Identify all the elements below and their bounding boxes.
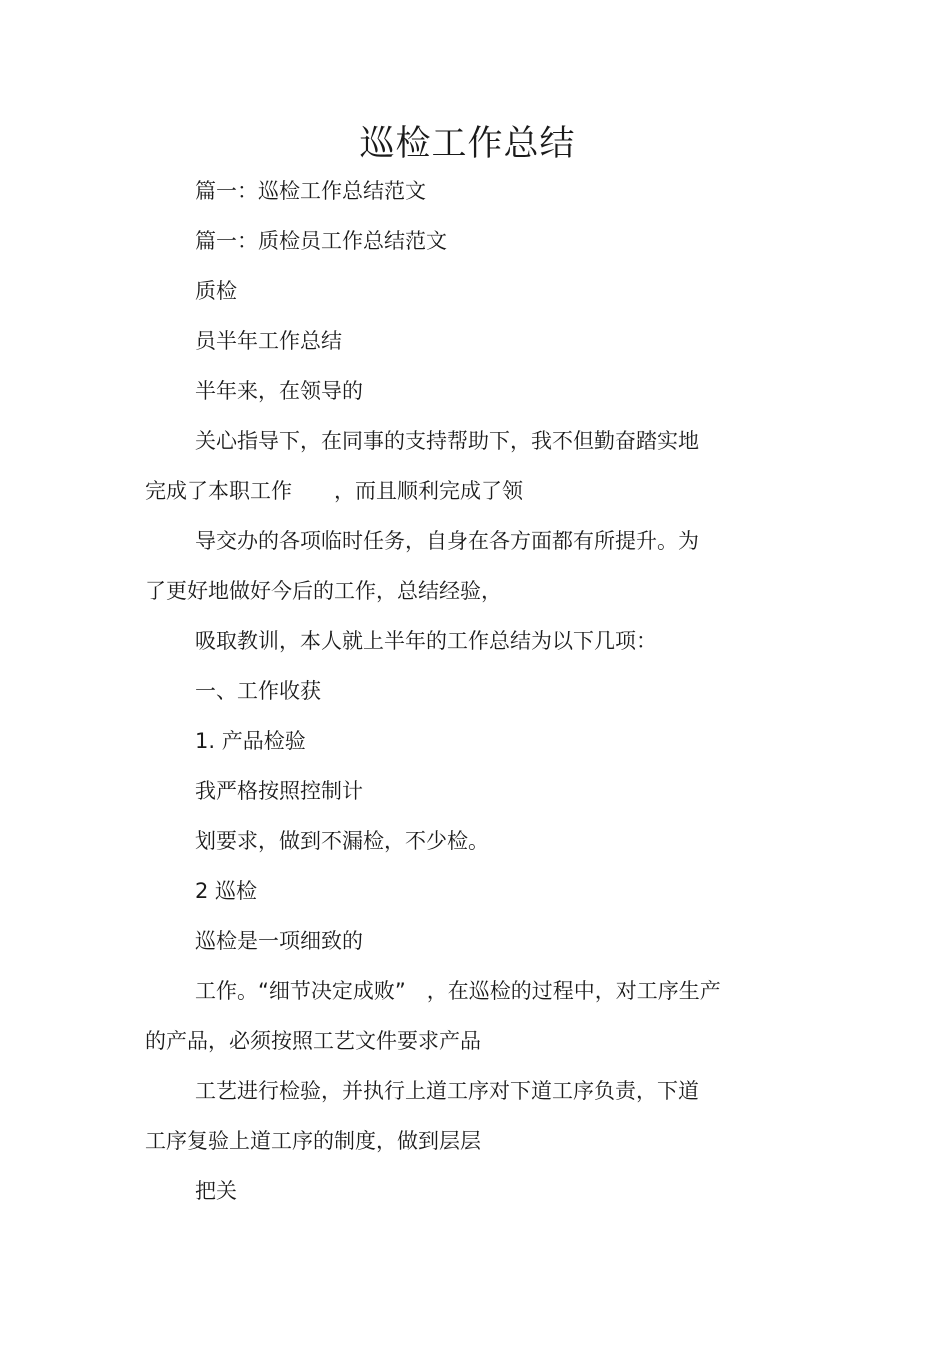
paragraph [145, 366, 785, 416]
paragraph [145, 616, 785, 666]
paragraph-line: 导交办的各项临时任务，自身在各方面都有所提升。为 [195, 529, 699, 553]
paragraph-line: 篇一：巡检工作总结范文 [195, 179, 426, 203]
paragraph [145, 816, 785, 866]
paragraph-line: 我严格按照控制计 [195, 779, 363, 803]
paragraph [145, 916, 785, 966]
paragraph-line: 把关 [195, 1179, 237, 1203]
paragraph [145, 866, 785, 916]
paragraph [145, 1166, 785, 1216]
paragraph-line: 划要求，做到不漏检，不少检。 [195, 829, 489, 853]
paragraph [145, 966, 785, 1066]
paragraph [145, 766, 785, 816]
paragraph-line: 员半年工作总结 [195, 329, 342, 353]
paragraph-line: 1. 产品检验 [195, 729, 306, 753]
paragraph [145, 266, 785, 316]
paragraph-line: 2 巡检 [195, 879, 258, 903]
paragraph [145, 666, 785, 716]
paragraph [145, 216, 785, 266]
paragraph-line: 质检 [195, 279, 237, 303]
paragraph [145, 1066, 785, 1166]
paragraph-line: 工作。“细节决定成败” ，在巡检的过程中，对工序生产 [195, 979, 721, 1003]
paragraph-line: 工序复验上道工序的制度，做到层层 [145, 1129, 481, 1153]
paragraph-line: 篇一：质检员工作总结范文 [195, 229, 447, 253]
paragraph [145, 316, 785, 366]
paragraph-line: 吸取教训，本人就上半年的工作总结为以下几项： [195, 629, 657, 653]
paragraph [145, 516, 785, 616]
paragraph [145, 166, 785, 216]
paragraph-line: 一、工作收获 [195, 679, 321, 703]
paragraph-line: 了更好地做好今后的工作，总结经验， [145, 579, 502, 603]
paragraph-line: 巡检是一项细致的 [195, 929, 363, 953]
paragraph-line: 完成了本职工作 ，而且顺利完成了领 [145, 479, 523, 503]
document-body [145, 166, 785, 1216]
paragraph [145, 716, 785, 766]
paragraph-line: 的产品，必须按照工艺文件要求产品 [145, 1029, 481, 1053]
paragraph [145, 416, 785, 516]
paragraph-line: 工艺进行检验，并执行上道工序对下道工序负责，下道 [195, 1079, 699, 1103]
paragraph-line: 半年来，在领导的 [195, 379, 363, 403]
document-title: 巡检工作总结 [359, 124, 576, 164]
paragraph-line: 关心指导下，在同事的支持帮助下，我不但勤奋踏实地 [195, 429, 699, 453]
